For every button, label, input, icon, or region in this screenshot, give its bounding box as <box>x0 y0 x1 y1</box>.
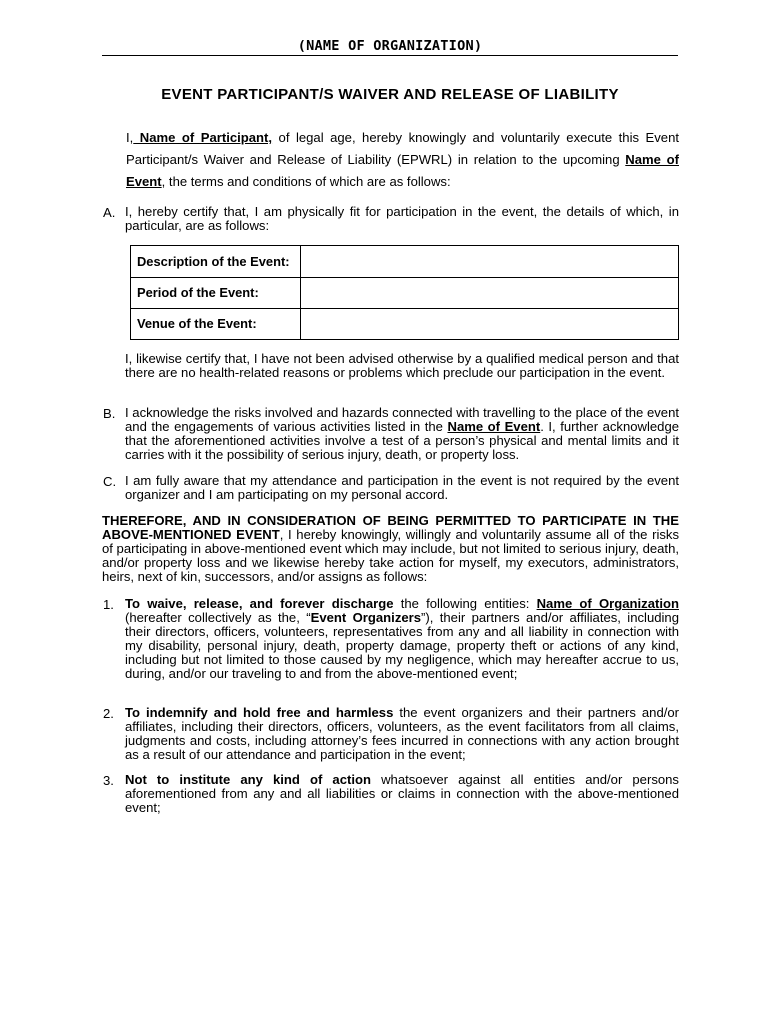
item-b-text <box>125 406 679 462</box>
document-title: EVENT PARTICIPANT/S WAIVER AND RELEASE OF LIABILITY <box>161 86 619 103</box>
item-3-bold: Not to institute any kind of action <box>125 772 371 787</box>
venue-label: Venue of the Event: <box>131 309 301 340</box>
event-name-placeholder: Name of Event <box>447 419 541 435</box>
intro-paragraph <box>126 127 679 193</box>
item-c-marker: C. <box>103 474 117 489</box>
venue-value-cell[interactable] <box>301 309 679 340</box>
item-a-text: I, hereby certify that, I am physically fit for participation in the event, the details of which, in particular, are as follows: <box>125 204 679 234</box>
item-1-bold: To waive, release, and forever discharge <box>125 596 394 611</box>
item-a-followup: I, likewise certify that, I have not been advised otherwise by a qualified medical person and that there are no health-related reasons or problems which preclude our participation in the event. <box>125 351 679 381</box>
header-rule <box>102 55 678 56</box>
item-3-text <box>125 773 679 815</box>
item-1-text-2: (hereafter collectively as the, “ <box>125 610 311 626</box>
item-2-text <box>125 706 679 762</box>
organization-name-placeholder: Name of Organization <box>536 596 679 611</box>
table-row <box>131 309 679 340</box>
period-label: Period of the Event: <box>131 278 301 309</box>
item-2-text-body: the event organizers and their partners and/or affiliates, including their directors, officers, volunteers, as the event facilitators from all claims, judgments and costs, including attorney’s fees incurred in connections with any action brought as a result of our attendance and participation in the event; <box>125 705 680 763</box>
item-1-text-3: ”), their partners and/or affiliates, including their directors, officers, volunteers, representatives from any and all liability in connection with my disability, personal injury, death, property damage, property theft or actions of any kind, including but not limited to those caused by my negligence, which may hereafter accrue to us, during, and/or our traveling to and from the above-mentioned event; <box>125 610 679 682</box>
item-b-marker: B. <box>103 406 116 421</box>
event-name-placeholder: Name of Event <box>126 152 679 189</box>
participant-name-placeholder: Name of Participant, <box>133 130 273 145</box>
organization-header: (NAME OF ORGANIZATION) <box>297 38 483 54</box>
table-row <box>131 278 679 309</box>
item-a-marker: A. <box>103 205 116 220</box>
intro-text-3: , the terms and conditions of which are as follows: <box>161 174 451 189</box>
item-1-text <box>125 597 679 682</box>
description-value-cell[interactable] <box>301 246 679 278</box>
therefore-text: , I hereby knowingly, willingly and voluntarily assume all of the risks of participating in above-mentioned event which may include, but not limited to serious injury, death, and/or property loss and we likewise hereby take action for myself, my executors, administrators, heirs, next of kin, successors, and/or assigns as follows: <box>102 527 679 585</box>
therefore-paragraph <box>102 514 679 584</box>
item-3-text-body: whatsoever against all entities and/or persons aforementioned from any and all liabilities or claims in connection with the above-mentioned event; <box>125 772 679 816</box>
item-2-bold: To indemnify and hold free and harmless <box>125 705 394 720</box>
intro-text-1: I, <box>126 130 134 145</box>
table-row <box>131 246 679 278</box>
period-value-cell[interactable] <box>301 278 679 309</box>
item-1-text-1: the following entities: <box>393 596 537 611</box>
description-label: Description of the Event: <box>131 246 301 278</box>
item-2-marker: 2. <box>103 706 114 721</box>
event-details-table <box>130 245 679 340</box>
item-b-text-1: I acknowledge the risks involved and hazards connected with travelling to the place of the event and the engagements of various activities listed in the <box>125 405 679 435</box>
item-c-text: I am fully aware that my attendance and participation in the event is not required by the event organizer and I am participating on my personal accord. <box>125 473 679 503</box>
item-3-marker: 3. <box>103 773 114 788</box>
event-organizers-term: Event Organizers <box>310 610 422 626</box>
item-1-marker: 1. <box>103 597 114 612</box>
intro-text-2: of legal age, hereby knowingly and voluntarily execute this Event Participant/s Waiver and Release of Liability (EPWRL) in relation to the upcoming <box>126 130 679 167</box>
item-b-text-2: . I, further acknowledge that the aforementioned activities involve a test of a person’s physical and mental limits and it carries with it the possibility of serious injury, death, or property loss. <box>125 419 680 463</box>
therefore-bold: THEREFORE, AND IN CONSIDERATION OF BEING PERMITTED TO PARTICIPATE IN THE ABOVE-MENTIONED EVENT <box>102 513 679 543</box>
